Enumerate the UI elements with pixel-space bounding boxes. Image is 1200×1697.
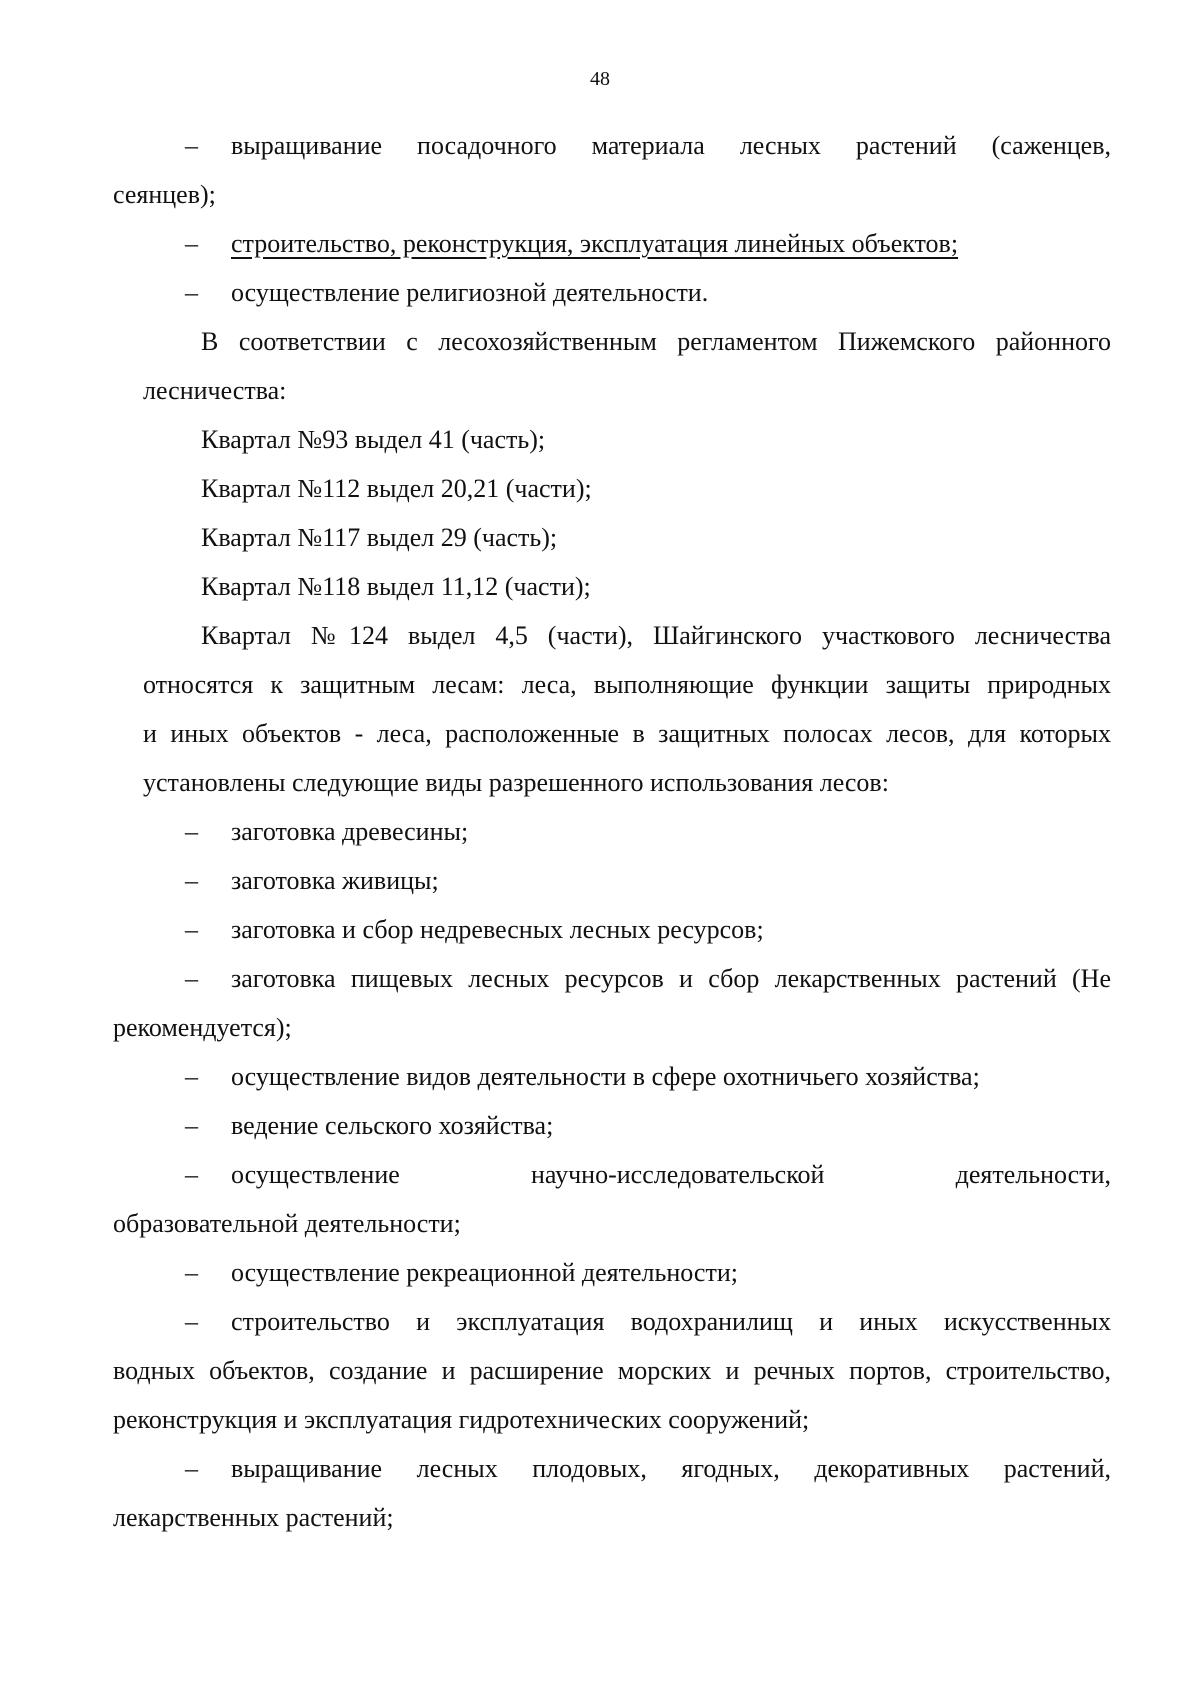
list-item-continuation: образовательной деятельности;: [113, 1209, 461, 1238]
list-item-text-underlined: строительство, реконструкция, эксплуатация линейных объектов;: [231, 229, 959, 258]
list-item: [113, 268, 1111, 317]
list-item: [113, 219, 1111, 268]
bullet-dash: –: [185, 131, 198, 160]
list-item-continuation: водных объектов, создание и расширение морских и речных портов, строительство,: [113, 1356, 1111, 1385]
bullet-dash: –: [185, 1258, 198, 1287]
paragraph-line: и иных объектов - леса, расположенные в защитных полосах лесов, для которых: [143, 719, 1111, 748]
bullet-dash: –: [185, 1454, 198, 1483]
list-item-text: ведение сельского хозяйства;: [231, 1111, 554, 1140]
list-item: [113, 1101, 1111, 1150]
paragraph-line: В соответствии с лесохозяйственным регламентом Пижемского районного: [201, 327, 1111, 356]
list-item: [113, 905, 1111, 954]
list-item: [113, 856, 1111, 905]
paragraph-line: Квартал №124 выдел 4,5 (части), Шайгинского участкового лесничества: [201, 621, 1111, 650]
list-item-text: выращивание посадочного материала лесных растений (саженцев,: [231, 131, 1111, 160]
list-item-text: заготовка и сбор недревесных лесных ресурсов;: [231, 915, 764, 944]
list-item-text: осуществление видов деятельности в сфере охотничьего хозяйства;: [231, 1062, 980, 1091]
bullet-dash: –: [185, 1062, 198, 1091]
quarter-line: Квартал №112 выдел 20,21 (части);: [201, 474, 592, 503]
list-item-text: заготовка живицы;: [231, 866, 439, 895]
bullet-dash: –: [185, 1307, 198, 1336]
list-item-text: заготовка пищевых лесных ресурсов и сбор лекарственных растений (Не: [231, 964, 1111, 993]
list-item-text: осуществление религиозной деятельности.: [231, 278, 709, 307]
bullet-dash: –: [185, 1160, 198, 1189]
bullet-dash: –: [185, 915, 198, 944]
list-item-continuation: сеянцев);: [113, 180, 216, 209]
bullet-dash: –: [185, 1111, 198, 1140]
list-item: [113, 954, 1111, 1003]
document-body: [113, 121, 1111, 1542]
list-item-text: выращивание лесных плодовых, ягодных, декоративных растений,: [231, 1454, 1111, 1483]
list-item-text: заготовка древесины;: [231, 817, 469, 846]
list-item-continuation: реконструкция и эксплуатация гидротехнических сооружений;: [113, 1405, 810, 1434]
bullet-dash: –: [185, 817, 198, 846]
list-item: [113, 1444, 1111, 1493]
list-item: [113, 1150, 1111, 1199]
list-item: [113, 1052, 1111, 1101]
list-item-text: осуществление научно-исследовательской деятельности,: [231, 1160, 1111, 1189]
bullet-dash: –: [185, 866, 198, 895]
paragraph-line: лесничества:: [143, 376, 287, 405]
quarter-line: Квартал №93 выдел 41 (часть);: [201, 425, 546, 454]
paragraph-line: относятся к защитным лесам: леса, выполняющие функции защиты природных: [143, 670, 1111, 699]
quarter-line: Квартал №117 выдел 29 (часть);: [201, 523, 558, 552]
bullet-dash: –: [185, 964, 198, 993]
list-item-text: осуществление рекреационной деятельности;: [231, 1258, 738, 1287]
list-item-continuation: лекарственных растений;: [113, 1503, 394, 1532]
list-item: [113, 1248, 1111, 1297]
list-item-text: строительство и эксплуатация водохранилищ и иных искусственных: [231, 1307, 1111, 1336]
quarter-line: Квартал №118 выдел 11,12 (части);: [201, 572, 591, 601]
page-number: 48: [590, 68, 610, 90]
list-item: [113, 1297, 1111, 1346]
list-item: [113, 807, 1111, 856]
bullet-dash: –: [185, 278, 198, 307]
list-item-continuation: рекомендуется);: [113, 1013, 292, 1042]
paragraph-line: установлены следующие виды разрешенного использования лесов:: [143, 768, 889, 797]
bullet-dash: –: [185, 229, 198, 258]
list-item: [113, 121, 1111, 170]
